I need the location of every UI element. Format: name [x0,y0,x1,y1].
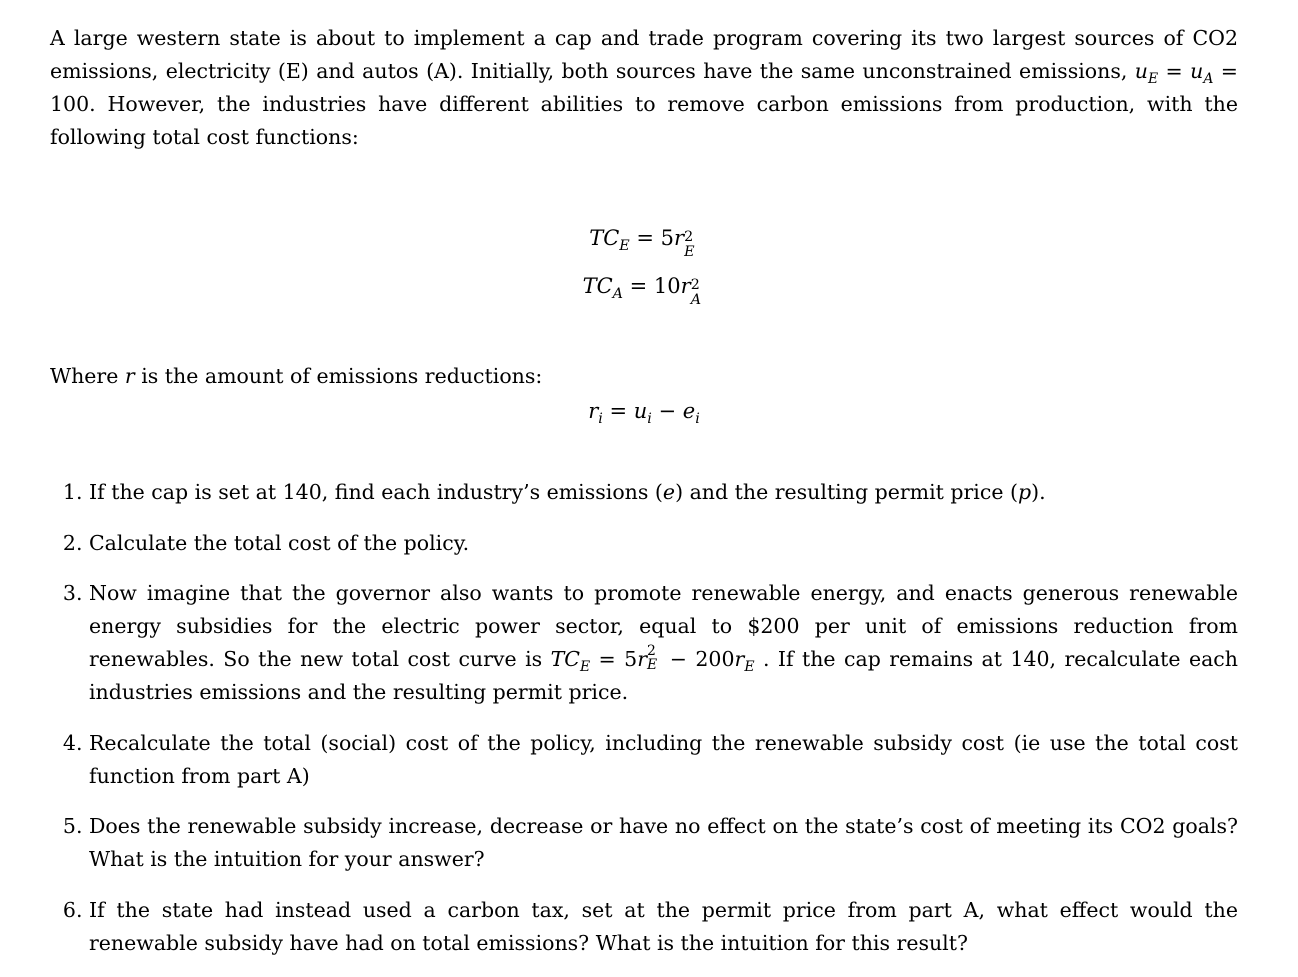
q3-eq: = 5 [590,647,638,671]
q3-text-a: Now imagine that the governor also wants to promote renewable energy, and enacts generous renewable energy subsidies for the electric power sector, equal to $200 per unit of emissions reduction from renewables. So the new total cost curve is [89,581,1238,671]
where-text-2: is the amount of emissions reductions: [134,364,543,388]
question-6: 6. If the state had instead used a carbon tax, set at the permit price from part A, what effect would the renewable subsidy have had on total emissions? What is the intuition for this result? [89,894,1238,960]
question-list [50,476,1238,960]
tc-label-e: TC [589,226,620,250]
r-var-e: r [674,226,685,250]
ri-sub: i [598,411,603,428]
r-sub-a: A [690,291,702,308]
where-paragraph [50,360,1238,393]
supsub-e [684,224,699,260]
q1-p-var: p [1018,480,1032,504]
supsub-a [690,272,706,308]
tc-rhs-a: = 10 [622,274,681,298]
question-4: 4. Recalculate the total (social) cost of the policy, including the renewable subsidy cost (ie use the total cost function from part A) [89,727,1238,793]
u-var: u [1134,59,1148,83]
eq-equals-1: = [1158,59,1191,83]
q3-tc-sub: E [579,659,591,676]
q1-text-a: If the cap is set at 140, find each industry’s emissions ( [89,480,663,504]
cost-function-a [50,262,1238,310]
question-3 [89,577,1238,709]
q3-r2: r [734,647,745,671]
q3-minus: − 200 [661,647,735,671]
intro-paragraph [50,22,1238,154]
q3-supsub [647,643,661,673]
tc-sub-a: A [612,286,623,303]
question-2: 2. Calculate the total cost of the policy. [89,527,1238,560]
u-sub-e: E [1147,71,1159,88]
intro-text-1: A large western state is about to implement a cap and trade program covering its two largest sources of CO2 emissions, electricity (E) and autos (A). Initially, both sources have the same unconstrained emissions, [50,26,1238,83]
q1-e-var: e [662,480,676,504]
reduction-equation [50,395,1238,428]
ui-sub: i [647,411,652,428]
q3-r2-sub: E [744,659,755,676]
q3-square: 2 [647,643,656,660]
eq-equals-2: = 100. [50,59,1238,116]
ui-var: u [633,399,648,423]
cost-function-e [50,214,1238,262]
q3-r: r [637,647,648,671]
u-sub-a: A [1203,71,1214,88]
r-var-a: r [680,274,691,298]
ri-var: r [588,399,599,423]
question-1 [89,476,1238,509]
question-5: 5. Does the renewable subsidy increase, decrease or have no effect on the state’s cost of meeting its CO2 goals? What is the intuition for your answer? [89,810,1238,876]
where-text-1: Where [50,364,125,388]
q1-text-b: ) and the resulting permit price ( [675,480,1018,504]
ei-var: e [682,399,696,423]
u-var-2: u [1190,59,1204,83]
square-e: 2 [684,229,694,246]
r-sub-e: E [684,243,695,260]
ei-sub: i [695,411,700,428]
reduction-equals: = [602,399,634,423]
intro-text-2: However, the industries have different abilities to remove carbon emissions from production, with the following total cost functions: [50,92,1238,149]
reduction-minus: − [651,399,683,423]
tc-label-a: TC [582,274,613,298]
cost-functions [50,214,1238,310]
where-var: r [124,364,135,388]
tc-sub-e: E [619,238,630,255]
tc-rhs-e: = 5 [629,226,675,250]
q3-r-sub: E [647,656,658,673]
q3-tc: TC [550,647,580,671]
problem-document [50,22,1238,977]
q3-text-b: . If the cap remains at 140, recalculate each industries emissions and the resulting permit price. [89,647,1238,704]
q1-text-c: ). [1031,480,1046,504]
square-a: 2 [690,277,700,294]
